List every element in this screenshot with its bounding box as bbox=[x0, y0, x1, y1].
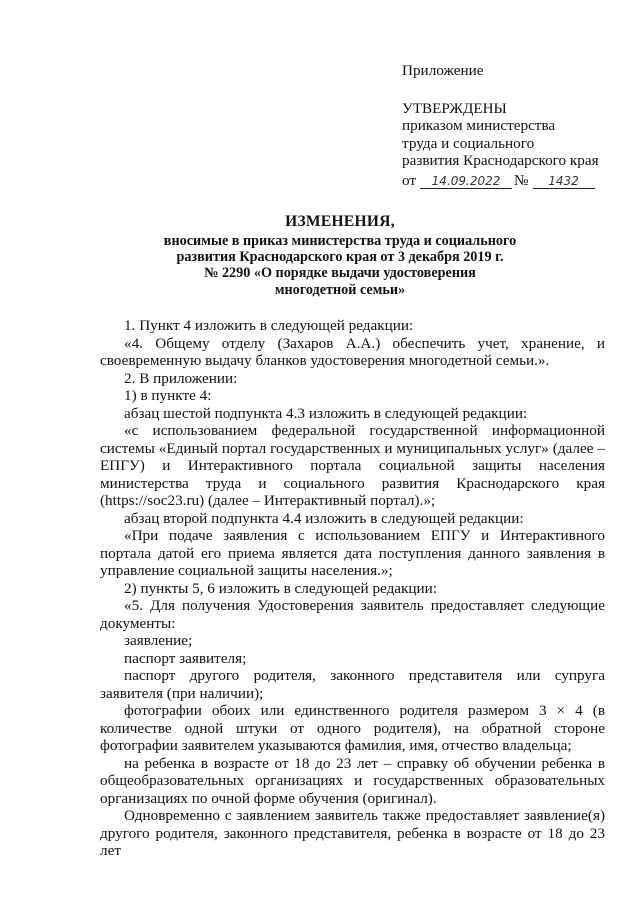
paragraph: «с использованием федеральной государственной информационной системы «Единый портал государственных и муниципальных услуг» (далее – ЕПГУ) и Интерактивного портала социальной защиты населения министерства труда и социального развития Краснодарского края (https://soc23.ru) (далее – Интерактивный портал).»; bbox=[100, 422, 605, 509]
paragraph: заявление; bbox=[124, 632, 193, 649]
order-line-2: труда и социального bbox=[402, 134, 535, 152]
paragraph: паспорт заявителя; bbox=[124, 649, 247, 667]
paragraph: абзац шестой подпункта 4.3 изложить в следующей редакции: bbox=[124, 404, 528, 422]
heading-line-2: развития Краснодарского края от 3 декабря 2019 г. bbox=[176, 248, 504, 265]
document-heading bbox=[110, 213, 570, 298]
paragraph: 2) пункты 5, 6 изложить в следующей редакции: bbox=[124, 579, 438, 597]
paragraph: фотографии обоих или единственного родителя размером 3 × 4 (в количестве одной штуки от одного родителя), на обратной стороне фотографии заявителем указываются фамилия, имя, отчество владельца; bbox=[100, 702, 605, 754]
heading-title: ИЗМЕНЕНИЯ, bbox=[285, 213, 395, 230]
paragraph: «При подаче заявления с использованием ЕПГУ и Интерактивного портала датой его приема является дата поступления данного заявления в управление социальной защиты населения.»; bbox=[100, 527, 605, 579]
number-sign: № bbox=[514, 171, 529, 189]
approved-label: УТВЕРЖДЕНЫ bbox=[402, 99, 507, 117]
heading-line-1: вносимые в приказ министерства труда и социального bbox=[163, 232, 517, 249]
paragraph: 1. Пункт 4 изложить в следующей редакции: bbox=[124, 317, 414, 334]
paragraph: 1) в пункте 4: bbox=[124, 387, 212, 404]
paragraph: на ребенка в возрасте от 18 до 23 лет – справку об обучении ребенка в общеобразовательных организациях и государственных образовательных организациях по очной форме обучения (оригинал). bbox=[100, 754, 605, 807]
document-body bbox=[100, 317, 605, 860]
order-line-3: развития Краснодарского края bbox=[402, 152, 599, 169]
paragraph: абзац второй подпункта 4.4 изложить в следующей редакции: bbox=[124, 509, 524, 527]
handwritten-number: 1432 bbox=[533, 174, 595, 189]
paragraph: «5. Для получения Удостоверения заявитель предоставляет следующие документы: bbox=[100, 597, 605, 632]
appendix-label: Приложение bbox=[402, 62, 484, 79]
paragraph: «4. Общему отделу (Захаров А.А.) обеспечить учет, хранение, и своевременную выдачу бланков удостоверения многодетной семьи.». bbox=[100, 334, 605, 369]
order-line-1: приказом министерства bbox=[402, 117, 556, 134]
handwritten-date: 14.09.2022 bbox=[420, 174, 512, 189]
paragraph: Одновременно с заявлением заявитель также предоставляет заявление(я) другого родителя, законного представителя, ребенка в возрасте от 18 до 23 лет bbox=[100, 807, 605, 859]
paragraph: 2. В приложении: bbox=[124, 369, 238, 387]
heading-line-3: № 2290 «О порядке выдачи удостоверения bbox=[204, 265, 476, 282]
date-prefix: от bbox=[402, 171, 417, 189]
heading-line-4: многодетной семьи» bbox=[274, 281, 406, 298]
order-date-line bbox=[402, 172, 632, 191]
paragraph: паспорт другого родителя, законного представителя или супруга заявителя (при наличии); bbox=[100, 667, 605, 702]
approval-block bbox=[402, 62, 632, 191]
